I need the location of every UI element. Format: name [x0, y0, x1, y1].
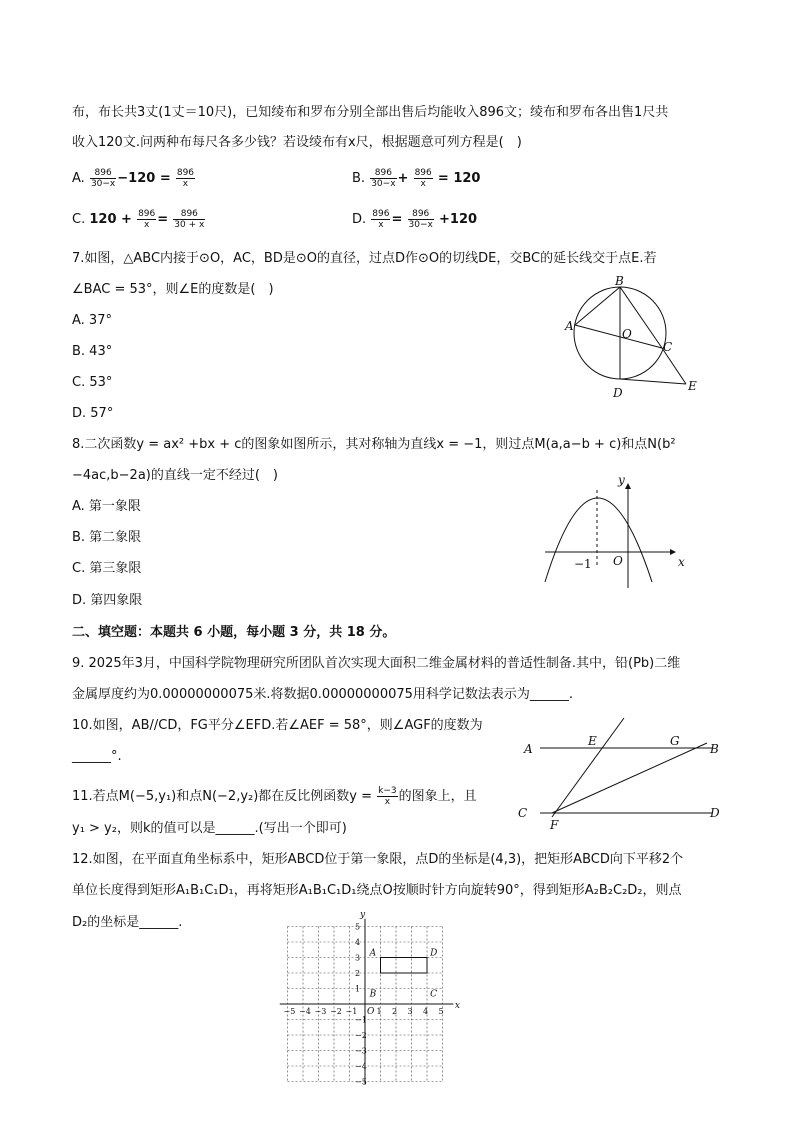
q8-option-d[interactable]: D. 第四象限 — [72, 593, 143, 608]
q7-line1: 7.如图，△ABC内接于⊙O，AC，BD是⊙O的直径，过点D作⊙O的切线DE，交BC的延长线交于点E.若 — [72, 251, 657, 266]
section-2-heading: 二、填空题：本题共 6 小题，每小题 3 分，共 18 分。 — [72, 625, 396, 640]
fraction: $\frac{896}{30-x}$ — [371, 168, 396, 189]
x-tick-label: −3 — [314, 1007, 327, 1016]
axis-label-x: x — [454, 1001, 460, 1011]
q10-parallel-lines-figure — [512, 713, 727, 835]
x-tick-label: −4 — [299, 1007, 311, 1016]
q8-option-b[interactable]: B. 第二象限 — [72, 530, 142, 545]
q7-circle-figure — [555, 274, 705, 403]
label-d: D — [430, 948, 438, 959]
label-a: A — [565, 319, 574, 333]
q7-option-c[interactable]: C. 53° — [72, 375, 113, 390]
x-tick-label: 1 — [376, 1007, 382, 1016]
label-d: D — [613, 386, 623, 400]
label-c: C — [518, 806, 528, 820]
label-f: F — [550, 818, 559, 832]
label-o: O — [613, 554, 623, 568]
label-g: G — [670, 734, 680, 748]
x-tick-label: 5 — [438, 1007, 444, 1016]
q12-coordinate-grid — [282, 910, 474, 1087]
q7-option-a[interactable]: A. 37° — [72, 313, 112, 328]
q9-line2: 金属厚度约为0.00000000075米.将数据0.00000000075用科学记数法表示为______. — [72, 687, 574, 702]
q6-line1: 布，布长共3丈(1丈＝10尺)，已知绫布和罗布分别全部出售后均能收入896文；绫布和罗布各出售1尺共 — [72, 105, 669, 120]
q9-line1: 9. 2025年3月，中国科学院物理研究所团队首次实现大面积二维金属材料的普适性制备.其中，铅(Pb)二维 — [72, 656, 681, 671]
label-c: C — [430, 989, 437, 1000]
q11-line1: 11.若点M(−5,y₁)和点N(−2,y₂)都在反比例函数y = $\frac{k-3}{x}$ 的图象上，且 — [72, 786, 477, 807]
label-a: A — [369, 948, 377, 959]
label-o: O — [622, 327, 632, 341]
y-tick-label: −2 — [355, 1031, 367, 1040]
q10-line2: ______°. — [72, 749, 122, 764]
q6-option-a[interactable]: A. $\frac{896}{30-x}$ −120 = $\frac{896}{x}$ — [72, 168, 195, 189]
q7-option-b[interactable]: B. 43° — [72, 344, 113, 359]
y-tick-label: 4 — [355, 938, 361, 947]
x-tick-label: 2 — [392, 1007, 398, 1016]
y-tick-label: 2 — [355, 969, 361, 978]
label-origin: O — [367, 1007, 375, 1017]
y-tick-label: 3 — [355, 953, 361, 963]
fraction: $\frac{896}{x}$ — [372, 209, 390, 230]
label-y: y — [618, 473, 625, 487]
x-tick-label: −2 — [330, 1007, 342, 1016]
q8-option-a[interactable]: A. 第一象限 — [72, 499, 141, 514]
q8-line2: −4ac,b−2a)的直线一定不经过( ) — [72, 468, 279, 483]
q8-parabola-figure — [540, 470, 700, 590]
axis-label-y: y — [360, 910, 366, 921]
fraction: $\frac{896}{30 + x}$ — [174, 209, 205, 230]
label-c: C — [663, 340, 673, 354]
label-b: B — [369, 989, 377, 1000]
q7-line2: ∠BAC = 53°，则∠E的度数是( ) — [72, 282, 274, 297]
rectangle-abcd — [381, 958, 428, 974]
label-minus-one: −1 — [574, 557, 592, 571]
y-tick-label: −1 — [355, 1015, 367, 1025]
fraction: $\frac{896}{x}$ — [138, 209, 156, 230]
fraction: $\frac{896}{x}$ — [414, 168, 432, 189]
q6-option-d[interactable]: D. $\frac{896}{x}$ = $\frac{896}{30-x}$ +120 — [352, 209, 478, 230]
y-tick-label: −3 — [355, 1046, 367, 1056]
y-tick-label: 1 — [355, 984, 361, 994]
label-d: D — [710, 806, 720, 820]
y-tick-label: −5 — [355, 1077, 367, 1087]
q11-line2: y₁ > y₂，则k的值可以是______.(写出一个即可) — [72, 821, 347, 836]
q6-option-c[interactable]: C. 120 + $\frac{896}{x}$ = $\frac{896}{30 + x}$ — [72, 209, 205, 230]
x-tick-label: 3 — [407, 1007, 413, 1016]
q7-option-d[interactable]: D. 57° — [72, 406, 114, 421]
label-x: x — [678, 555, 685, 569]
x-tick-label: −1 — [345, 1007, 358, 1016]
q6-option-b[interactable]: B. $\frac{896}{30-x}$ + $\frac{896}{x}$ = 120 — [352, 168, 481, 189]
label-a: A — [524, 742, 533, 756]
label-e: E — [688, 379, 697, 393]
x-tick-label: −5 — [283, 1007, 296, 1016]
q12-line1: 12.如图，在平面直角坐标系中，矩形ABCD位于第一象限，点D的坐标是(4,3)，把矩形ABCD向下平移2个 — [72, 852, 684, 867]
y-tick-label: 5 — [355, 922, 361, 932]
q8-line1: 8.二次函数y = ax² +bx + c的图象如图所示，其对称轴为直线x = −1，则过点M(a,a−b + c)和点N(b² — [72, 437, 676, 452]
fraction: $\frac{896}{x}$ — [176, 168, 195, 189]
q12-line3: D₂的坐标是______. — [72, 915, 183, 930]
fraction: $\frac{896}{30-x}$ — [408, 209, 433, 230]
y-tick-label: −4 — [355, 1062, 367, 1071]
fraction: $\frac{896}{30-x}$ — [90, 168, 116, 189]
label-b: B — [710, 742, 719, 756]
label-b: B — [615, 274, 624, 288]
q6-line2: 收入120文.问两种布每尺各多少钱？若设绫布有x尺，根据题意可列方程是( ) — [72, 135, 522, 150]
fraction: $\frac{k-3}{x}$ — [378, 786, 397, 807]
label-e: E — [588, 734, 597, 748]
q12-line2: 单位长度得到矩形A₁B₁C₁D₁，再将矩形A₁B₁C₁D₁绕点O按顺时针方向旋转90°，得到矩形A₂B₂C₂D₂，则点 — [72, 883, 682, 898]
q10-line1: 10.如图，AB//CD，FG平分∠EFD.若∠AEF = 58°，则∠AGF的度数为 — [72, 718, 483, 733]
x-tick-label: 4 — [423, 1007, 429, 1016]
q8-option-c[interactable]: C. 第三象限 — [72, 561, 142, 576]
